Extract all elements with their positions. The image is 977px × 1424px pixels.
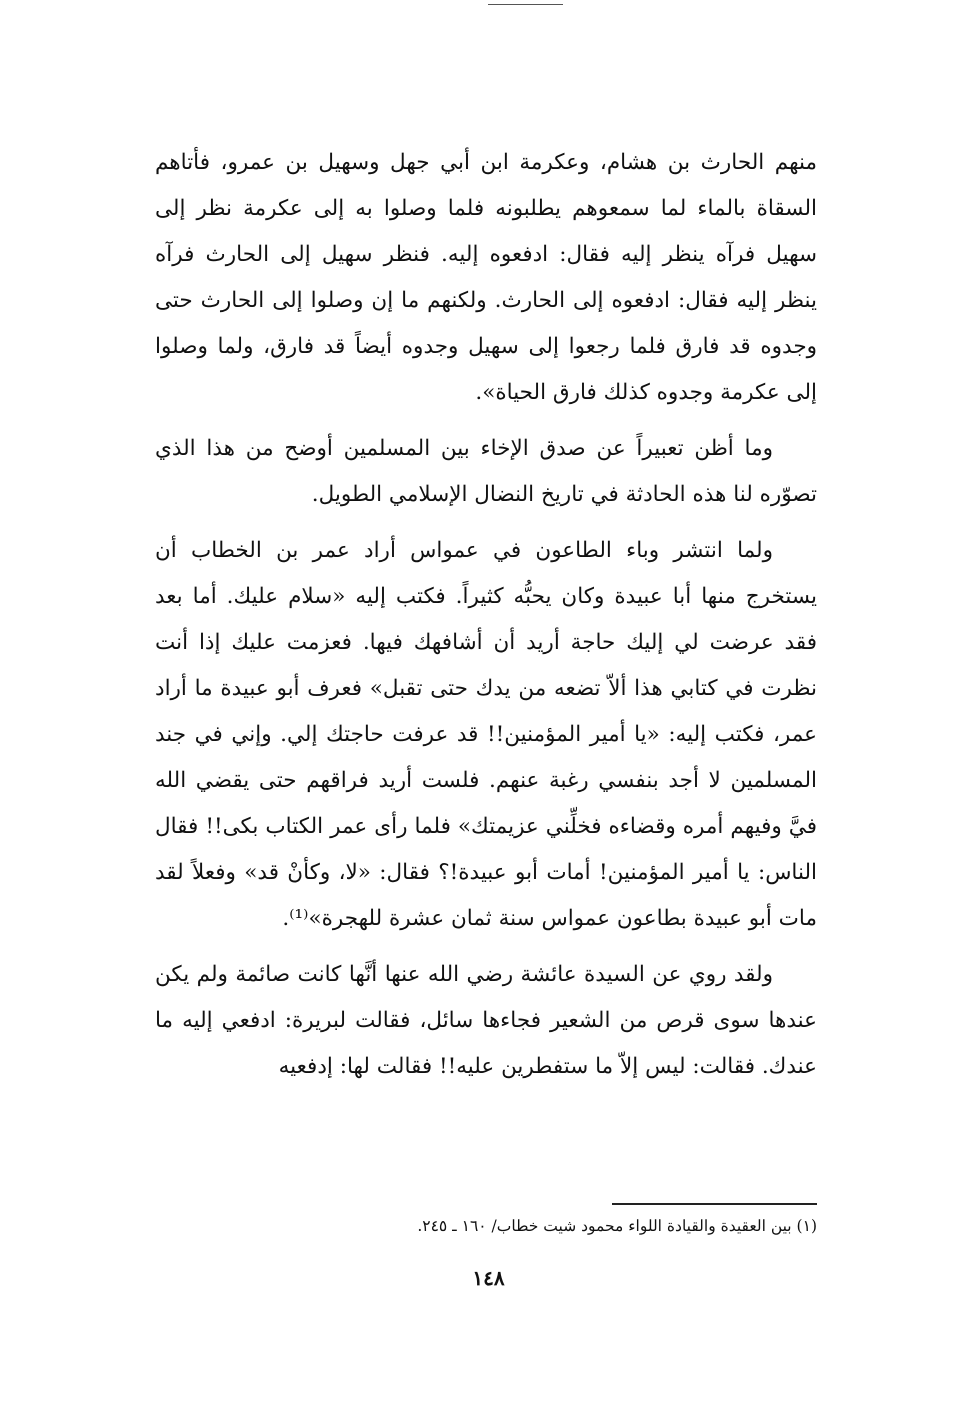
paragraph-1: منهم الحارث بن هشام، وعكرمة ابن أبي جهل وسهيل بن عمرو، فأتاهم السقاة بالماء لما سمعوهم يطلبونه فلما وصلوا به إلى عكرمة نظر إلى سهيل فرآه ينظر إليه فقال: ادفعوه إليه. فنظر سهيل إلى الحارث فرآه ينظر إليه فقال: ادفعوه إلى الحارث. ولكنهم ما إن وصلوا إلى الحارث حتى وجدوه قد فارق فلما رجعوا إلى سهيل وجدوه أيضاً قد فارق، ولما وصلوا إلى عكرمة وجدوه كذلك فارق الحياة». [155, 150, 817, 405]
footnote-rule [612, 1203, 817, 1205]
page-body [155, 140, 817, 1100]
top-rule [488, 4, 563, 5]
paragraph-3: ولما انتشر وباء الطاعون في عمواس أراد عمر بن الخطاب أن يستخرج منها أبا عبيدة وكان يحبُّه كثيراً. فكتب إليه «سلام عليك. أما بعد فقد عرضت لي إليك حاجة أريد أن أشافهك فيها. فعزمت عليك إذا أنت نظرت في كتابي هذا ألاّ تضعه من يدك حتى تقبل» فعرف أبو عبيدة ما أراد عمر، فكتب إليه: «يا أمير المؤمنين!! قد عرفت حاجتك إلي. وإني في جند المسلمين لا أجد بنفسي رغبة عنهم. فلست أريد فراقهم حتى يقضي الله فيَّ وفيهم أمره وقضاءه فخلِّني عزيمتك» فلما رأى عمر الكتاب بكى!! فقال الناس: يا أمير المؤمنين! أمات أبو عبيدة!؟ فقال: «لا، وكأنْ قد» وفعلاً لقد مات أبو عبيدة بطاعون عمواس سنة ثمان عشرة للهجرة»⁽¹⁾. [155, 538, 817, 931]
page-number: ١٤٨ [472, 1266, 505, 1290]
footnote-area [155, 1203, 817, 1239]
footnote-text: (١) بين العقيدة والقيادة اللواء محمود شيت خطاب/ ١٦٠ ـ ٢٤٥. [417, 1217, 817, 1235]
paragraph-2: وما أظن تعبيراً عن صدق الإخاء بين المسلمين أوضح من هذا الذي تصوّره لنا هذه الحادثة في تاريخ النضال الإسلامي الطويل. [155, 436, 817, 507]
paragraph-4: ولقد روي عن السيدة عائشة رضي الله عنها أنَّها كانت صائمة ولم يكن عندها سوى قرص من الشعير فجاءها سائل، فقالت لبريرة: ادفعي إليه ما عندك. فقالت: ليس إلاّ ما ستفطرين عليه!! فقالت لها: إدفعيه [155, 962, 817, 1079]
